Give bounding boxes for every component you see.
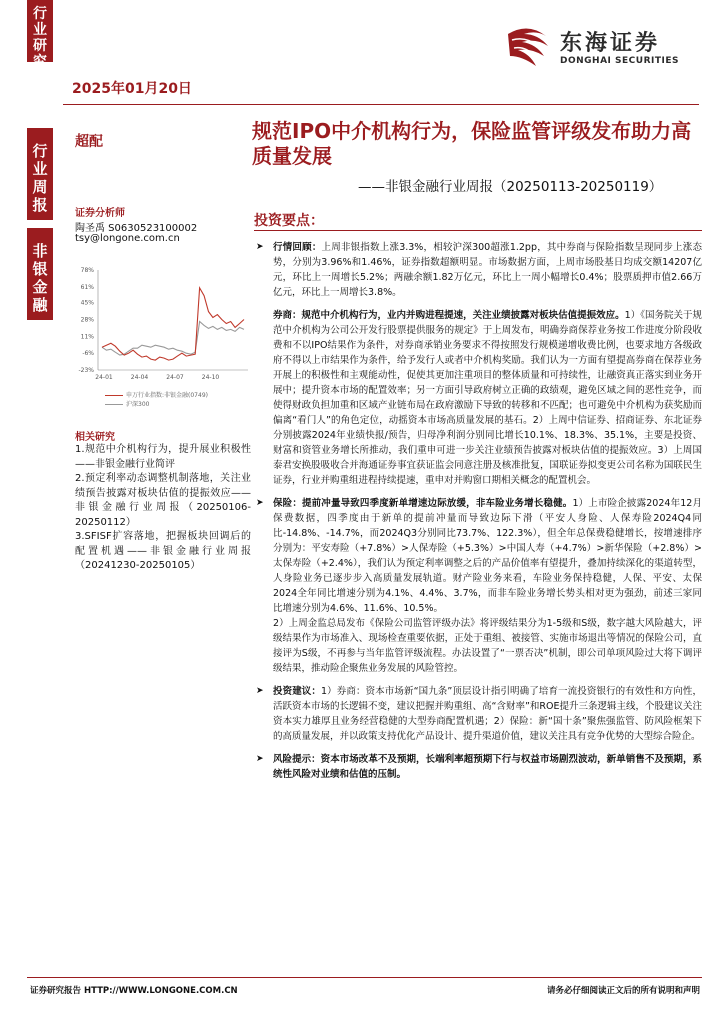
risk-warning-paragraph xyxy=(256,752,702,782)
side-tab-text: 行业 xyxy=(33,6,47,38)
paragraph-text: 1）《国务院关于规范中介机构为公司公开发行股票提供服务的规定》于上周发布，明确券商保荐业务按工作进度分阶段收费和不以IPO结果作为条件，对券商承销业务要求不得按照发行规模递增收费比例，也要求地方各级政府不得以上市结果作为条件，给予发行人或者中介机构奖励。我们认为一方面有望提高券商在保荐业务开展上的积极性和主观能动性，促使其更加注重项目的整体质量和可持续性，让融资真正落实到业务开展中；提升资本市场的配置效率；另一方面引导政府树立正确的政绩观，避免区域之间的恶性竞争，而使得财政负担加重和区域产业链布局在政府激励下导致的转移和不匹配；也可避免中介机构为获奖励而偏离“看门人”的角色定位，动摇资本市场高质量发展的基石。2）上周中信证券、招商证券、东北证券分别披露2024年业绩快报/预告，归母净利润分别同比增长10.1%、18.3%、35.1%，主要是投资、财富和资管业务增长所推动，我们重申可进一步关注业绩预告披露对板块估值的提振效应。3）上周国泰君安换股吸收合并海通证券事宜获证监会同意注册及核准批复，国联证券拟变更公司名称为国联民生证券，行业并购重组进程持续提速，重申对并购窗口期相关概念的配置机会。 xyxy=(273,310,702,486)
side-tab-text: 行业 xyxy=(32,142,48,178)
paragraph-text: 上周非银指数上涨3.3%，相较沪深300超涨1.2pp，其中券商与保险指数呈现同步上涨态势，分别为3.96%和1.46%，证券指数超额明显。市场数据方面，上周市场股基日均成交额14207亿元，环比上一周增长5.2%；两融余额1.82万亿元，环比上一周小幅增长0.4%；股票质押市值2.66万亿元，环比上一周增长3.8%。 xyxy=(273,242,702,298)
legend-label: 申万行业指数:非银金融(0749) xyxy=(126,392,208,399)
analyst-email: tsy@longone.com.cn xyxy=(75,233,180,244)
y-tick-label: -6% xyxy=(82,350,94,358)
insurance-paragraph xyxy=(256,496,702,616)
related-item[interactable]: 3.SFISF扩容落地，把握板块回调后的配置机遇——非银金融行业周报（20241230-20250105） xyxy=(75,531,251,571)
y-tick-label: 78% xyxy=(80,267,94,274)
legend-swatch xyxy=(105,404,123,406)
paragraph-text: 1）上市险企披露2024年12月保费数据，四季度由于新单的提前冲量而导致边际下滑（平安人身险、人保寿险2024Q4同比-14.8%、-14.7%，而2024Q3分别同比73.7%、122.3%），但全年总保费稳健增长，按增速排序分别为：平安寿险（+7.8%）>人保寿险（+5.3%）>中国人寿（+4.7%）>新华保险（+2.8%）>太保寿险（+2.4%），我们认为预定利率调整之后的产品价值率有望提升，叠加持续深化的渠道转型，人身险业务已逐步步入高质量发展轨道。财产险业务来看，车险业务保持稳健，人保、平安、太保2024全年同比增速分别为4.1%、4.4%、3.7%，而非车险业务增长势头相对更为强劲，前述三家同比增速分别为4.6%、11.6%、10.5%。 xyxy=(273,498,702,614)
footer-left[interactable]: 证券研究报告 HTTP://WWW.LONGONE.COM.CN xyxy=(30,986,238,996)
side-tab-text: 金融 xyxy=(32,278,48,314)
legend-label: 沪深300 xyxy=(126,401,150,408)
paragraph-lead: 保险：提前冲量导致四季度新单增速边际放缓，非车险业务增长稳健。 xyxy=(273,498,573,509)
side-tab-text: 周报 xyxy=(32,178,48,214)
market-review-paragraph xyxy=(256,240,702,300)
donghai-logo xyxy=(502,18,702,78)
paragraph-text: 1）券商：资本市场新“国九条”顶层设计指引明确了培育一流投资银行的有效性和方向性，活跃资本市场的长逻辑不变，建议把握并购重组、高“含财率”和ROE提升三条逻辑主线，个股建议关注资本实力雄厚且业务经营稳健的大型券商配置机遇；2）保险：新“国十条”聚焦强监管、防风险框架下的高质量发展，并以政策支持优化产品设计、提升渠道价值，建议关注具有竞争优势的大型综合险企。 xyxy=(273,686,702,742)
legend-swatch xyxy=(105,395,123,397)
side-tab-text: 非银 xyxy=(32,242,48,278)
key-points-body xyxy=(256,240,702,790)
industry-rating: 超配 xyxy=(75,134,103,150)
y-tick-label: -23% xyxy=(78,367,94,374)
key-points-divider xyxy=(254,230,702,231)
legend-item-csi300 xyxy=(105,399,149,408)
brokerage-paragraph xyxy=(256,308,702,488)
insurance-rating-paragraph xyxy=(256,616,702,676)
y-tick-label: 45% xyxy=(80,299,94,307)
x-tick-label: 24-07 xyxy=(166,374,184,381)
x-tick-label: 24-10 xyxy=(201,374,220,381)
side-tab-text: 研究 xyxy=(33,38,47,70)
logo-english-name: DONGHAI SECURITIES xyxy=(560,56,679,66)
chart-svg xyxy=(68,262,254,404)
logo-chinese-name: 东海证券 xyxy=(560,31,661,56)
related-item[interactable]: 2.预定利率动态调整机制落地，关注业绩预告披露对板块估值的提振效应——非银金融行业周报（20250106-20250112） xyxy=(75,473,251,528)
y-tick-label: 61% xyxy=(80,283,94,291)
x-tick-label: 24-01 xyxy=(95,374,113,381)
footer-disclaimer: 请务必仔细阅读正文后的所有说明和声明 xyxy=(546,986,700,996)
bullet-arrow-icon: ➤ xyxy=(256,498,264,508)
index-performance-chart xyxy=(68,262,254,404)
analyst-name-cert: 陶圣禹 S0630523100002 xyxy=(75,223,198,234)
report-title: 规范IPO中介机构行为，保险监管评级发布助力高质量发展 xyxy=(252,119,692,168)
series-line-nonbank xyxy=(102,288,244,360)
side-tab-industry-weekly xyxy=(27,128,53,220)
bullet-arrow-icon: ➤ xyxy=(256,686,264,696)
related-item[interactable]: 1.规范中介机构行为，提升展业积极性——非银金融行业简评 xyxy=(75,444,251,470)
investment-advice-paragraph xyxy=(256,684,702,744)
paragraph-text: 2）上周金监总局发布《保险公司监管评级办法》将评级结果分为1-5级和S级，数字越大风险越大，评级结果作为市场准入、现场检查重要依据，正处于重组、被接管、实施市场退出等情况的保险公司，直接评为S级，不再参与当年监管评级流程。办法设置了“一票否决”机制，即公司单项风险过大将下调评级结果，推动险企聚焦业务发展的风险管控。 xyxy=(273,618,702,674)
related-research-list xyxy=(75,443,251,574)
report-date: 2025年01月20日 xyxy=(72,81,192,97)
logo-emblem-icon xyxy=(502,20,558,76)
key-points-header: 投资要点： xyxy=(254,213,324,229)
related-research-header: 相关研究 xyxy=(75,432,115,443)
x-tick-label: 24-04 xyxy=(130,374,149,381)
side-tab-industry-research xyxy=(27,0,53,70)
bullet-arrow-icon: ➤ xyxy=(256,754,264,764)
paragraph-lead: 风险提示：资本市场改革不及预期，长端利率超预期下行与权益市场剧烈波动，新单销售不及预期，系统性风险对业绩和估值的压制。 xyxy=(273,754,702,780)
bullet-arrow-icon: ➤ xyxy=(256,242,264,252)
legend-item-nonbank xyxy=(105,390,208,399)
side-tab-non-bank-finance xyxy=(27,228,53,320)
report-subtitle: ——非银金融行业周报（20250113-20250119） xyxy=(358,179,663,195)
paragraph-lead: 券商：规范中介机构行为，业内并购进程提速，关注业绩披露对板块估值提振效应。 xyxy=(273,310,625,321)
header-divider xyxy=(63,104,699,105)
series-line-csi300 xyxy=(102,322,244,356)
y-tick-label: 11% xyxy=(80,333,94,341)
y-tick-label: 28% xyxy=(80,316,94,324)
analyst-header: 证券分析师 xyxy=(75,208,125,219)
paragraph-lead: 投资建议： xyxy=(273,686,322,697)
footer-divider xyxy=(27,977,702,978)
paragraph-lead: 行情回顾： xyxy=(273,242,322,253)
